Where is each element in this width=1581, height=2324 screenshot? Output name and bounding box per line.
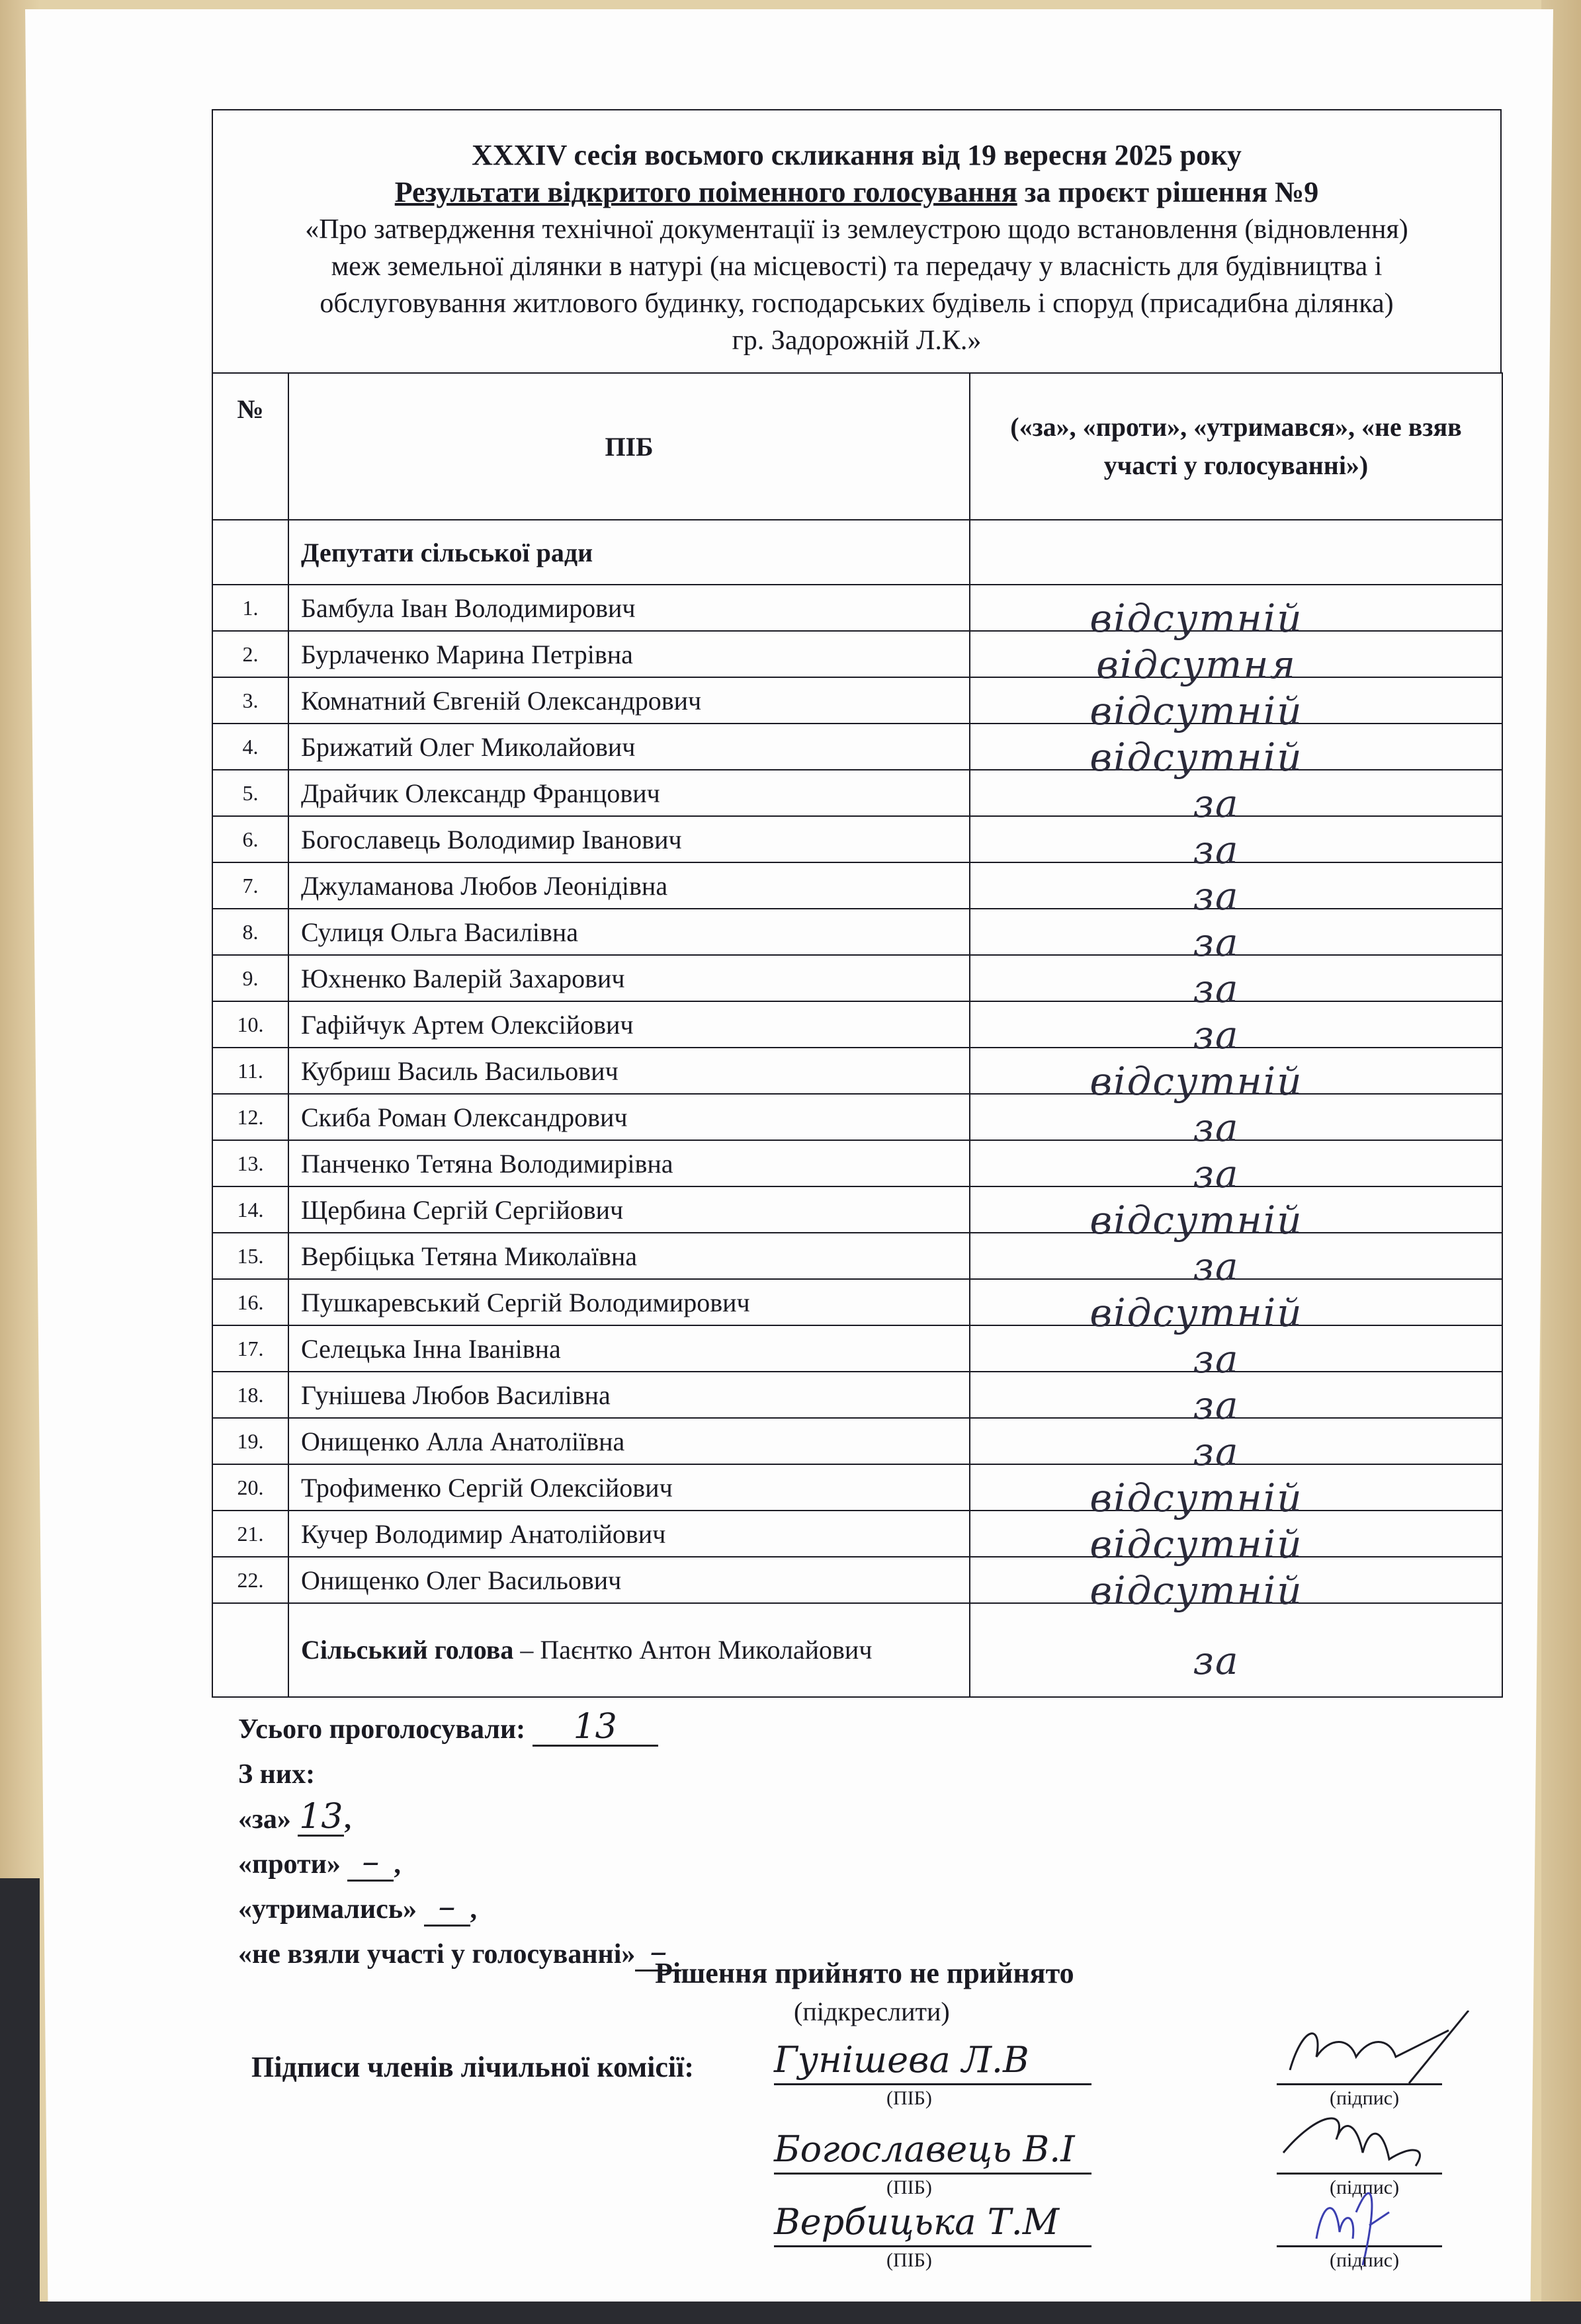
handwritten-vote: за <box>1193 1383 1240 1428</box>
handwritten-vote: за <box>1193 1151 1240 1196</box>
vote-cell <box>970 909 1502 965</box>
village-head-dash: – <box>513 1635 540 1665</box>
vote-cell <box>970 1140 1502 1196</box>
deputy-name: Сулиця Ольга Василівна <box>288 909 970 955</box>
deputy-name: Пушкаревський Сергій Володимирович <box>288 1279 970 1325</box>
group-vote-cell <box>970 520 1502 585</box>
deputy-name: Гафійчук Артем Олексійович <box>288 1001 970 1048</box>
vote-cell <box>970 1511 1502 1567</box>
table-row <box>212 1094 1502 1140</box>
deputy-name: Бурлаченко Марина Петрівна <box>288 631 970 677</box>
results-title <box>226 174 1487 211</box>
table-row <box>212 1279 1502 1325</box>
handwritten-vote: за <box>1193 966 1240 1011</box>
comma: , <box>394 1849 401 1880</box>
deputy-name: Селецька Інна Іванівна <box>288 1325 970 1372</box>
handwritten-vote: відсутній <box>1090 1290 1303 1335</box>
vote-cell <box>970 1094 1502 1150</box>
member-name-handwritten: Богославець В.І <box>774 2126 1091 2175</box>
handwritten-vote: за <box>1193 1244 1240 1289</box>
table-row <box>212 1511 1502 1557</box>
table-row <box>212 1418 1502 1464</box>
signature-row <box>774 2199 1502 2305</box>
deputy-name: Брижатий Олег Миколайович <box>288 724 970 770</box>
decision-status: Рішення прийнято не прийнято <box>655 1957 1074 1989</box>
handwritten-vote: за <box>1193 827 1240 872</box>
vote-summary <box>212 1707 1502 1977</box>
vote-cell <box>970 585 1502 641</box>
column-header-name: ПІБ <box>288 373 970 520</box>
row-number: 11. <box>212 1048 288 1094</box>
village-head-name <box>288 1603 970 1697</box>
handwritten-vote: за <box>1193 1429 1240 1474</box>
draft-decision-number: за проєкт рішення №9 <box>1017 176 1319 208</box>
vote-cell <box>970 1418 1502 1474</box>
village-head-row <box>212 1603 1502 1697</box>
village-head-vote <box>970 1603 1502 1697</box>
not-voted-value: – <box>635 1934 681 1971</box>
for-line <box>238 1797 1502 1842</box>
deputy-name: Кубриш Василь Васильович <box>288 1048 970 1094</box>
vote-cell <box>970 862 1502 919</box>
against-line <box>238 1842 1502 1887</box>
deputy-name: Комнатний Євгеній Олександрович <box>288 677 970 724</box>
vote-cell <box>970 631 1502 687</box>
vote-cell <box>970 1233 1502 1289</box>
table-row <box>212 1140 1502 1186</box>
total-voted-line <box>238 1707 1502 1752</box>
vote-cell <box>970 770 1502 826</box>
against-label: «проти» <box>238 1849 341 1880</box>
deputy-name: Гунішева Любов Василівна <box>288 1372 970 1418</box>
handwritten-vote: за <box>1193 781 1240 826</box>
signature-caption: (підпис) <box>1330 2249 1400 2271</box>
deputy-name: Скиба Роман Олександрович <box>288 1094 970 1140</box>
vote-cell <box>970 1372 1502 1428</box>
handwritten-vote: відсутній <box>1090 735 1303 780</box>
vote-cell <box>970 1186 1502 1243</box>
for-value: 13 <box>299 1797 343 1837</box>
for-label: «за» <box>238 1804 291 1835</box>
signatures-label: Підписи членів лічильної комісії: <box>251 2051 695 2083</box>
table-row <box>212 724 1502 770</box>
deputy-name: Щербина Сергій Сергійович <box>288 1186 970 1233</box>
signature-line <box>1277 2126 1442 2175</box>
row-number: 17. <box>212 1325 288 1372</box>
member-name-handwritten: Гунішева Л.В <box>774 2037 1091 2085</box>
deputy-name: Трофименко Сергій Олексійович <box>288 1464 970 1511</box>
name-caption: (ПІБ) <box>886 2177 932 2198</box>
group-row <box>212 520 1502 585</box>
session-title: XXXIV сесія восьмого скликання від 19 вересня 2025 року <box>472 139 1242 171</box>
of-them-label: З них: <box>238 1759 316 1790</box>
table-row <box>212 1001 1502 1048</box>
comma: , <box>470 1894 478 1925</box>
row-number: 3. <box>212 677 288 724</box>
desk-background-bottom <box>0 2302 1581 2324</box>
row-number: 2. <box>212 631 288 677</box>
table-row <box>212 909 1502 955</box>
table-row <box>212 1464 1502 1511</box>
vote-cell <box>970 724 1502 780</box>
vote-cell <box>970 1001 1502 1058</box>
row-number: 5. <box>212 770 288 816</box>
handwritten-vote: за <box>1193 1638 1240 1683</box>
deputy-name: Онищенко Алла Анатоліївна <box>288 1418 970 1464</box>
signature-scribble-icon <box>1277 2011 1475 2090</box>
deputy-name: Драйчик Олександр Францович <box>288 770 970 816</box>
deputy-name: Богославець Володимир Іванович <box>288 816 970 862</box>
name-caption: (ПІБ) <box>886 2087 932 2109</box>
abstained-value: – <box>424 1889 470 1927</box>
handwritten-vote: за <box>1193 920 1240 965</box>
abstained-line <box>238 1887 1502 1932</box>
table-row <box>212 585 1502 631</box>
table-row <box>212 862 1502 909</box>
row-number: 20. <box>212 1464 288 1511</box>
village-head-fullname: Паєнтко Антон Миколайович <box>540 1635 873 1665</box>
signature-line <box>1277 2037 1442 2085</box>
row-number: 9. <box>212 955 288 1001</box>
desk-background <box>0 1878 40 2324</box>
row-number: 12. <box>212 1094 288 1140</box>
row-number: 1. <box>212 585 288 631</box>
row-number: 13. <box>212 1140 288 1186</box>
decision-subject-line: «Про затвердження технічної документації із землеустрою щодо встановлення (відновлення) <box>305 214 1408 245</box>
decision-hint: (підкреслити) <box>794 1997 950 2026</box>
deputy-name: Бамбула Іван Володимирович <box>288 585 970 631</box>
table-row <box>212 1186 1502 1233</box>
vote-cell <box>970 1464 1502 1520</box>
member-name-handwritten: Вербицька Т.М <box>774 2199 1091 2247</box>
handwritten-vote: відсутній <box>1090 1198 1303 1243</box>
table-row <box>212 1325 1502 1372</box>
signature-caption: (підпис) <box>1330 2177 1400 2198</box>
total-voted-value: 13 <box>533 1709 658 1747</box>
table-row <box>212 770 1502 816</box>
against-value: – <box>347 1844 394 1882</box>
table-row <box>212 1233 1502 1279</box>
deputy-name: Кучер Володимир Анатолійович <box>288 1511 970 1557</box>
table-row <box>212 1372 1502 1418</box>
handwritten-vote: за <box>1193 1337 1240 1382</box>
handwritten-vote: відсутній <box>1090 688 1303 733</box>
signature-caption: (підпис) <box>1330 2087 1400 2109</box>
handwritten-vote: відсутній <box>1090 1522 1303 1567</box>
column-header-vote: («за», «проти», «утримався», «не взяв участі у голосуванні») <box>970 373 1502 520</box>
row-number: 10. <box>212 1001 288 1048</box>
group-number-cell <box>212 520 288 585</box>
handwritten-vote: відсутній <box>1090 1568 1303 1613</box>
vote-cell <box>970 1557 1502 1613</box>
results-title-underlined: Результати відкритого поіменного голосування <box>394 176 1017 208</box>
vote-cell <box>970 816 1502 872</box>
name-caption: (ПІБ) <box>886 2249 932 2271</box>
signature-scribble-icon <box>1277 2100 1475 2179</box>
handwritten-vote: за <box>1193 1105 1240 1150</box>
signature-line <box>1277 2199 1442 2247</box>
decision-subject-line: меж земельної ділянки в натурі (на місцевості) та передачу у власність для будівництва і <box>331 251 1383 282</box>
handwritten-vote: відсутній <box>1090 1475 1303 1520</box>
table-row <box>212 631 1502 677</box>
row-number: 14. <box>212 1186 288 1233</box>
village-head-number-cell <box>212 1603 288 1697</box>
deputy-name: Панченко Тетяна Володимирівна <box>288 1140 970 1186</box>
decision-subject-line: обслуговування житлового будинку, господарських будівель і споруд (присадибна ділянка) <box>320 288 1394 319</box>
decision-subject-line: гр. Задорожній Л.К.» <box>732 325 982 356</box>
table-row <box>212 1048 1502 1094</box>
vote-cell <box>970 1048 1502 1104</box>
handwritten-vote: відсутній <box>1090 596 1303 641</box>
vote-cell <box>970 677 1502 733</box>
column-header-number: № <box>212 373 288 520</box>
document-header <box>212 109 1502 372</box>
village-head-title: Сільський голова <box>301 1635 514 1665</box>
row-number: 22. <box>212 1557 288 1603</box>
vote-cell <box>970 1279 1502 1335</box>
handwritten-vote: відсутня <box>1096 642 1297 687</box>
table-row <box>212 955 1502 1001</box>
row-number: 18. <box>212 1372 288 1418</box>
handwritten-vote: за <box>1193 1013 1240 1058</box>
handwritten-vote: за <box>1193 874 1240 919</box>
table-header-row <box>212 373 1502 520</box>
voting-protocol <box>212 109 1502 1977</box>
handwritten-vote: відсутній <box>1090 1059 1303 1104</box>
deputy-name: Юхненко Валерій Захарович <box>288 955 970 1001</box>
vote-cell <box>970 955 1502 1011</box>
row-number: 16. <box>212 1279 288 1325</box>
table-row <box>212 677 1502 724</box>
deputy-name: Онищенко Олег Васильович <box>288 1557 970 1603</box>
table-row <box>212 816 1502 862</box>
group-label: Депутати сільської ради <box>288 520 970 585</box>
total-voted-label: Усього проголосували: <box>238 1714 526 1745</box>
comma: , <box>344 1804 351 1835</box>
row-number: 8. <box>212 909 288 955</box>
row-number: 19. <box>212 1418 288 1464</box>
deputy-name: Вербіцька Тетяна Миколаївна <box>288 1233 970 1279</box>
row-number: 21. <box>212 1511 288 1557</box>
not-voted-label: «не взяли участі у голосуванні» <box>238 1939 636 1970</box>
votes-table <box>212 372 1503 1698</box>
vote-cell <box>970 1325 1502 1382</box>
row-number: 7. <box>212 862 288 909</box>
abstained-label: «утримались» <box>238 1894 417 1925</box>
row-number: 6. <box>212 816 288 862</box>
row-number: 15. <box>212 1233 288 1279</box>
deputy-name: Джуламанова Любов Леонідівна <box>288 862 970 909</box>
row-number: 4. <box>212 724 288 770</box>
table-row <box>212 1557 1502 1603</box>
